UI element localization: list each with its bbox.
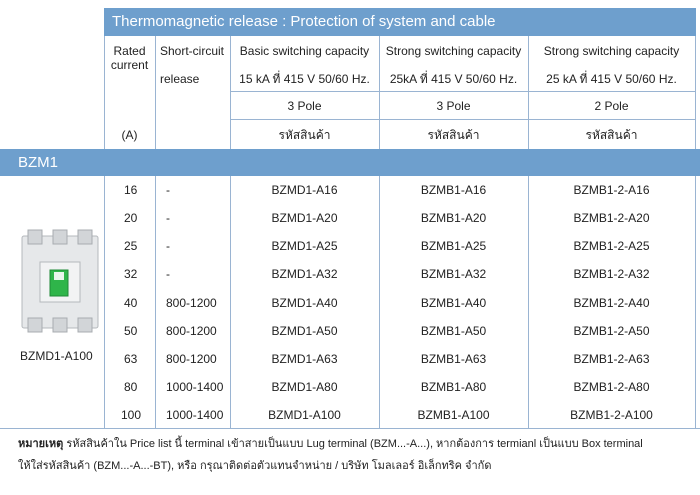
- grid-line: [104, 176, 105, 428]
- strong3-code-cell: BZMB1-A25: [420, 239, 487, 253]
- header-strong3-title: Strong switching capacity: [385, 44, 522, 58]
- header-strong2-pole: 2 Pole: [594, 99, 629, 113]
- release-cell: -: [166, 239, 170, 253]
- release-cell: 1000-1400: [166, 380, 224, 394]
- header-strong3-code: รหัสสินค้า: [427, 128, 480, 142]
- footnote-label: หมายเหตุ: [18, 438, 64, 450]
- header-rated-unit: (A): [121, 128, 138, 142]
- header-strong2-sub: 25 kA ที่ 415 V 50/60 Hz.: [546, 72, 677, 86]
- strong2-code-cell: BZMB1-2-A50: [573, 324, 650, 338]
- breaker-image: [18, 228, 102, 334]
- footnote-text-1: รหัสสินค้าใน Price list นี้ terminal เข้าสายเป็นแบบ Lug terminal (BZM...-A...), หากต้องการ termianl เป็นแบบ Box terminal: [66, 438, 643, 450]
- rated-current-cell: 40: [124, 296, 138, 310]
- grid-line: [230, 91, 696, 92]
- strong2-code-cell: BZMB1-2-A25: [573, 239, 650, 253]
- release-cell: -: [166, 211, 170, 225]
- rated-current-cell: 25: [124, 239, 138, 253]
- header-strong2-title: Strong switching capacity: [543, 44, 680, 58]
- release-cell: 800-1200: [166, 296, 217, 310]
- strong3-code-cell: BZMB1-A32: [420, 267, 487, 281]
- basic-code-cell: BZMD1-A16: [271, 183, 338, 197]
- grid-line: [695, 176, 696, 428]
- strong2-code-cell: BZMB1-2-A80: [573, 380, 650, 394]
- header-strong2-code: รหัสสินค้า: [585, 128, 638, 142]
- rated-current-cell: 20: [124, 211, 138, 225]
- strong3-code-cell: BZMB1-A20: [420, 211, 487, 225]
- strong3-code-cell: BZMB1-A16: [420, 183, 487, 197]
- grid-line: [155, 36, 156, 149]
- section-label: BZM1: [18, 154, 59, 171]
- grid-line: [230, 119, 696, 120]
- rated-current-cell: 32: [124, 267, 138, 281]
- strong2-code-cell: BZMB1-2-A100: [570, 408, 653, 422]
- section-bar: [0, 149, 700, 176]
- rated-current-cell: 50: [124, 324, 138, 338]
- strong2-code-cell: BZMB1-2-A63: [573, 352, 650, 366]
- footnote-line-1: [18, 436, 643, 452]
- basic-code-cell: BZMD1-A50: [271, 324, 338, 338]
- header-basic-code: รหัสสินค้า: [278, 128, 331, 142]
- header-strong3-sub: 25kA ที่ 415 V 50/60 Hz.: [389, 72, 518, 86]
- table-bottom-line: [0, 428, 700, 429]
- strong3-code-cell: BZMB1-A100: [417, 408, 490, 422]
- header-short-circuit-release: release: [160, 72, 200, 86]
- basic-code-cell: BZMD1-A32: [271, 267, 338, 281]
- header-strong3-pole: 3 Pole: [436, 99, 471, 113]
- header-basic-sub: 15 kA ที่ 415 V 50/60 Hz.: [239, 72, 370, 86]
- release-cell: 1000-1400: [166, 408, 224, 422]
- header-basic-title: Basic switching capacity: [239, 44, 370, 58]
- rated-current-cell: 63: [124, 352, 138, 366]
- strong2-code-cell: BZMB1-2-A40: [573, 296, 650, 310]
- footnote-line-2: ให้ใส่รหัสสินค้า (BZM...-A...-BT), หรือ กรุณาติดต่อตัวแทนจำหน่าย / บริษัท โมลเลอร์ อิเล็กทริค จำกัด: [18, 460, 492, 472]
- grid-line: [155, 176, 156, 428]
- basic-code-cell: BZMD1-A80: [271, 380, 338, 394]
- basic-code-cell: BZMD1-A100: [268, 408, 341, 422]
- strong2-code-cell: BZMB1-2-A20: [573, 211, 650, 225]
- header-basic-pole: 3 Pole: [287, 99, 322, 113]
- release-cell: -: [166, 183, 170, 197]
- rated-current-cell: 100: [121, 408, 142, 422]
- strong3-code-cell: BZMB1-A80: [420, 380, 487, 394]
- header-short-circuit: Short-circuit: [160, 44, 225, 58]
- rated-current-cell: 16: [124, 183, 138, 197]
- release-cell: -: [166, 267, 170, 281]
- strong2-code-cell: BZMB1-2-A16: [573, 183, 650, 197]
- basic-code-cell: BZMD1-A25: [271, 239, 338, 253]
- release-cell: 800-1200: [166, 352, 217, 366]
- strong3-code-cell: BZMB1-A63: [420, 352, 487, 366]
- rated-current-cell: 80: [124, 380, 138, 394]
- strong3-code-cell: BZMB1-A40: [420, 296, 487, 310]
- strong2-code-cell: BZMB1-2-A32: [573, 267, 650, 281]
- grid-line: [695, 36, 696, 149]
- basic-code-cell: BZMD1-A20: [271, 211, 338, 225]
- basic-code-cell: BZMD1-A63: [271, 352, 338, 366]
- product-label: BZMD1-A100: [20, 349, 93, 363]
- basic-code-cell: BZMD1-A40: [271, 296, 338, 310]
- table-title: Thermomagnetic release : Protection of system and cable: [104, 8, 696, 36]
- release-cell: 800-1200: [166, 324, 217, 338]
- header-rated-current: Rated current: [110, 44, 149, 72]
- strong3-code-cell: BZMB1-A50: [420, 324, 487, 338]
